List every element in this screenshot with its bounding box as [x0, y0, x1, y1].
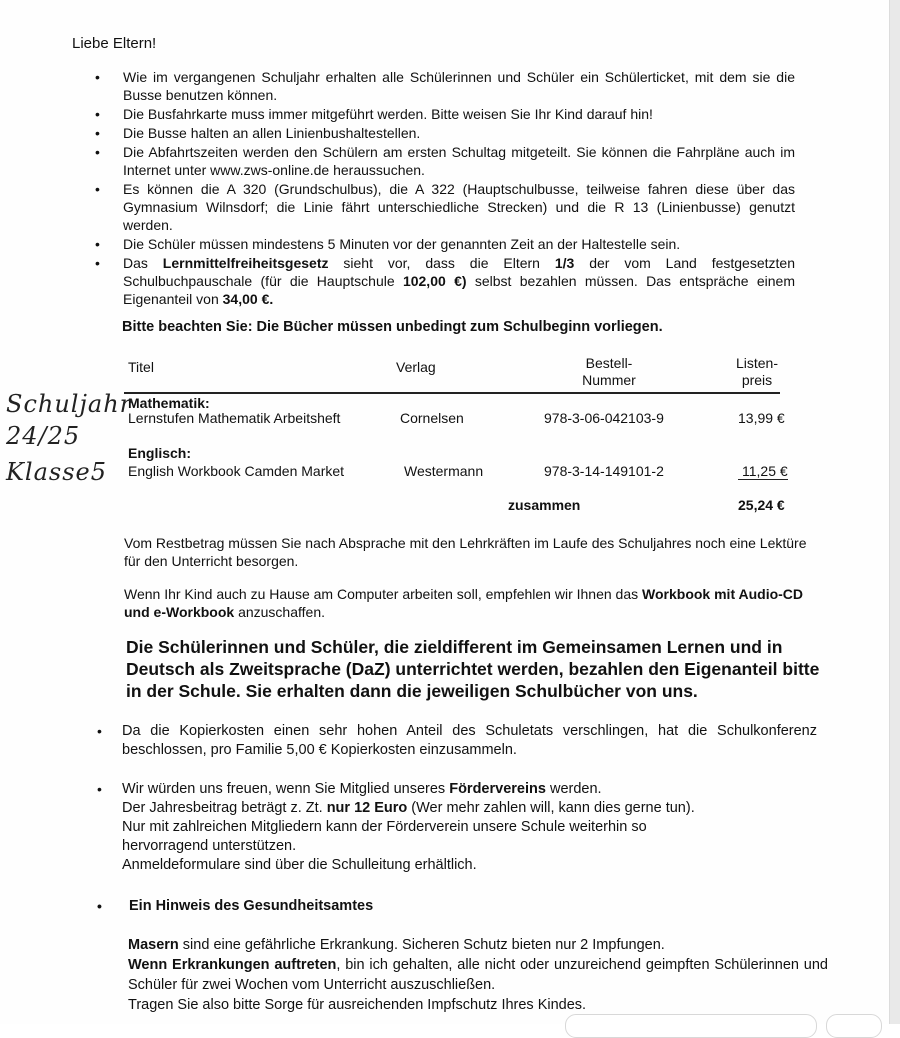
subject-label: Mathematik: [128, 395, 210, 411]
handwritten-note: Schuljahr [6, 390, 133, 418]
header-publisher: Verlag [396, 359, 436, 375]
copy-costs-item: • Da die Kopierkosten einen sehr hohen Anteil des Schuletats verschlingen, hat die Schulkonferenz beschlossen, pro Familie 5,00 € Kopierkosten einzusammeln. [97, 723, 817, 758]
book-title: Lernstufen Mathematik Arbeitsheft [128, 410, 341, 426]
measles-paragraph: Masern sind eine gefährliche Erkrankung. Sicheren Schutz bieten nur 2 Impfungen. Wenn Erkrankungen auftreten, bin ich gehalten, alle nicht oder unzureichend geimpften Schülerinnen und Schüler für zwei Wochen vom Unterricht auszuschließen. Tragen Sie also bitte Sorge für ausreichenden Impfschutz Ihres Kindes. [128, 937, 828, 1013]
bus-info-list [95, 68, 795, 308]
book-publisher: Westermann [404, 463, 484, 479]
bullet-icon: • [95, 144, 100, 160]
book-price: 11,25 € [738, 463, 788, 480]
foerderverein-item: • Wir würden uns freuen, wenn Sie Mitglied unseres Fördervereins werden. Der Jahresbeitrag beträgt z. Zt. nur 12 Euro (Wer mehr zahlen will, kann dies gerne tun). Nur mit zahlreichen Mitgliedern kann der Förderverein unsere Schule weiterhin so hervorragend unterstützen. Anmeldeformulare sind über die Schulleitung erhältlich. [97, 781, 695, 873]
list-item-lernmittel: • Das Lernmittelfreiheitsgesetz sieht vor, dass die Eltern 1/3 der vom Land festgesetzten Schulbuchpauschale (für die Hauptschule 102,00 €) selbst bezahlen müssen. Das entspräche einem Eigenanteil von 34,00 €. [95, 255, 795, 307]
list-item: • Wie im vergangenen Schuljahr erhalten alle Schülerinnen und Schüler ein Schülerticket, mit dem sie die Busse benutzen können. [95, 69, 795, 103]
bullet-icon: • [95, 69, 100, 85]
book-isbn: 978-3-14-149101-2 [544, 463, 664, 479]
list-item: • Die Abfahrtszeiten werden den Schülern am ersten Schultag mitgeteilt. Sie können die Fahrpläne auch im Internet unter www.zws-online.de heraussuchen. [95, 144, 795, 178]
health-notice [97, 897, 817, 916]
viewer-toolbar-button[interactable] [826, 1014, 882, 1038]
greeting: Liebe Eltern! [72, 35, 157, 52]
total-label: zusammen [508, 497, 581, 513]
book-price: 13,99 € [738, 410, 785, 426]
subject-label: Englisch: [128, 445, 192, 461]
header-title: Titel [128, 359, 154, 375]
book-title: English Workbook Camden Market [128, 463, 345, 479]
handwritten-note: 24/25 [6, 422, 81, 450]
bullet-icon: • [97, 898, 102, 914]
bullet-icon: • [95, 125, 100, 141]
handwritten-note: Klasse5 [6, 458, 108, 486]
daz-notice: Die Schülerinnen und Schüler, die zieldifferent im Gemeinsamen Lernen und in Deutsch als Zweitsprache (DaZ) unterrichtet werden, bezahlen den Eigenanteil bitte in der Schule. Sie erhalten dann die jeweiligen Schulbücher von uns. [126, 637, 820, 701]
viewer-toolbar-pill[interactable] [565, 1014, 817, 1038]
header-list-price: Listen- preis [735, 355, 779, 388]
scrollbar[interactable] [889, 0, 900, 1024]
books-note: Bitte beachten Sie: Die Bücher müssen unbedingt zum Schulbeginn vorliegen. [122, 319, 663, 335]
bullet-icon: • [95, 106, 100, 122]
header-order-number: Bestell- Nummer [582, 355, 636, 388]
list-item: • Die Busse halten an allen Linienbushaltestellen. [95, 125, 421, 141]
bullet-icon: • [95, 181, 100, 197]
bullet-icon: • [95, 236, 100, 252]
computer-paragraph: Wenn Ihr Kind auch zu Hause am Computer arbeiten soll, empfehlen wir Ihnen das Workbook mit Audio-CD und e-Workbook anzuschaffen. [124, 586, 804, 620]
book-publisher: Cornelsen [400, 410, 464, 426]
bullet-icon: • [95, 255, 100, 271]
total-value: 25,24 € [738, 497, 785, 513]
health-heading: Ein Hinweis des Gesundheitsamtes [129, 898, 374, 914]
list-item: • Es können die A 320 (Grundschulbus), die A 322 (Hauptschulbusse, teilweise fahren diese über das Gymnasium Wilnsdorf; die Linie fährt unterschiedliche Strecken) und die R 13 (Linienbusse) genutzt werden. [95, 181, 795, 233]
bullet-icon: • [97, 723, 102, 739]
book-isbn: 978-3-06-042103-9 [544, 410, 664, 426]
list-item: • Die Schüler müssen mindestens 5 Minuten vor der genannten Zeit an der Haltestelle sein. [95, 236, 681, 252]
bullet-icon: • [97, 781, 102, 797]
list-item: • Die Busfahrkarte muss immer mitgeführt werden. Bitte weisen Sie Ihr Kind darauf hin! [95, 106, 653, 122]
header-divider [124, 392, 780, 394]
rest-paragraph: Vom Restbetrag müssen Sie nach Absprache mit den Lehrkräften im Laufe des Schuljahres noch eine Lektüre für den Unterricht besorgen. [124, 535, 807, 569]
